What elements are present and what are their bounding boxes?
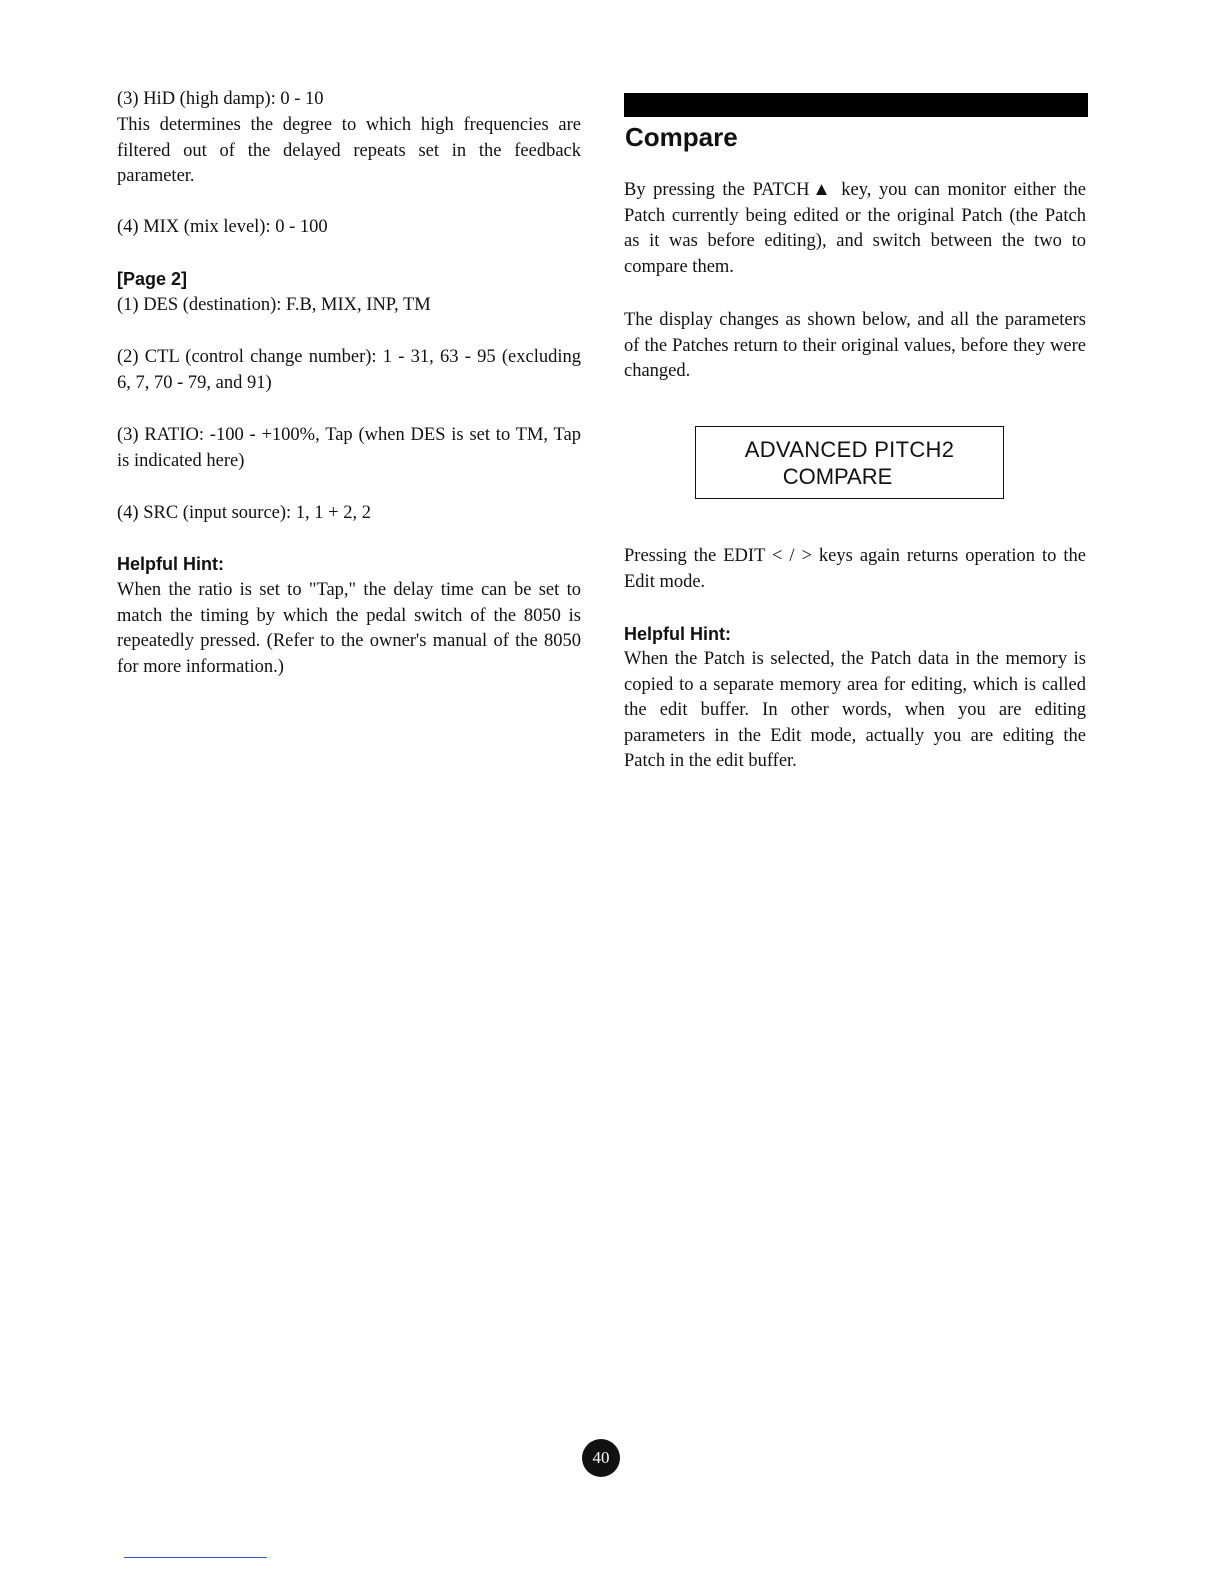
hid-label: (3) HiD (high damp): 0 - 10	[117, 89, 324, 109]
hint-heading-right: Helpful Hint:	[624, 624, 731, 644]
section-bar	[624, 93, 1088, 117]
display-note: The display changes as shown below, and all the parameters of the Patches return to their original values, before they were changed.	[624, 310, 1086, 381]
divider	[124, 1557, 267, 1558]
hid-description: This determines the degree to which high frequencies are filtered out of the delayed repeats set in the feedback parameter.	[117, 115, 581, 186]
page2-heading: [Page 2]	[117, 269, 188, 289]
page-number: 40	[582, 1439, 620, 1477]
mix-label: (4) MIX (mix level): 0 - 100	[117, 217, 328, 237]
ratio-label: (3) RATIO: -100 - +100%, Tap (when DES is set to TM, Tap is indicated here)	[117, 425, 581, 471]
hint-text-left: When the ratio is set to "Tap," the delay time can be set to match the timing by which the pedal switch of the 8050 is repeatedly pressed. (Refer to the owner's manual of the 8050 for more information.)	[117, 580, 581, 677]
return-text: Pressing the EDIT < / > keys again returns operation to the Edit mode.	[624, 546, 1086, 592]
section-title: Compare	[625, 122, 738, 152]
lcd-line-2: COMPARE	[782, 464, 893, 489]
hint-text-right: When the Patch is selected, the Patch data in the memory is copied to a separate memory area for editing, which is called the edit buffer. In other words, when you are editing parameters in the Edit mode, actually you are editing the Patch in the edit buffer.	[624, 649, 1086, 771]
compare-intro: By pressing the PATCH▲ key, you can monitor either the Patch currently being edited or the original Patch (the Patch as it was before editing), and switch between the two to compare them.	[624, 180, 1086, 277]
lcd-display	[695, 426, 1004, 499]
src-label: (4) SRC (input source): 1, 1 + 2, 2	[117, 503, 371, 523]
lcd-line-1: ADVANCED PITCH2	[744, 437, 955, 462]
hint-heading-left: Helpful Hint:	[117, 554, 224, 574]
des-label: (1) DES (destination): F.B, MIX, INP, TM	[117, 295, 431, 315]
ctl-label: (2) CTL (control change number): 1 - 31, 63 - 95 (excluding 6, 7, 70 - 79, and 91)	[117, 347, 581, 393]
